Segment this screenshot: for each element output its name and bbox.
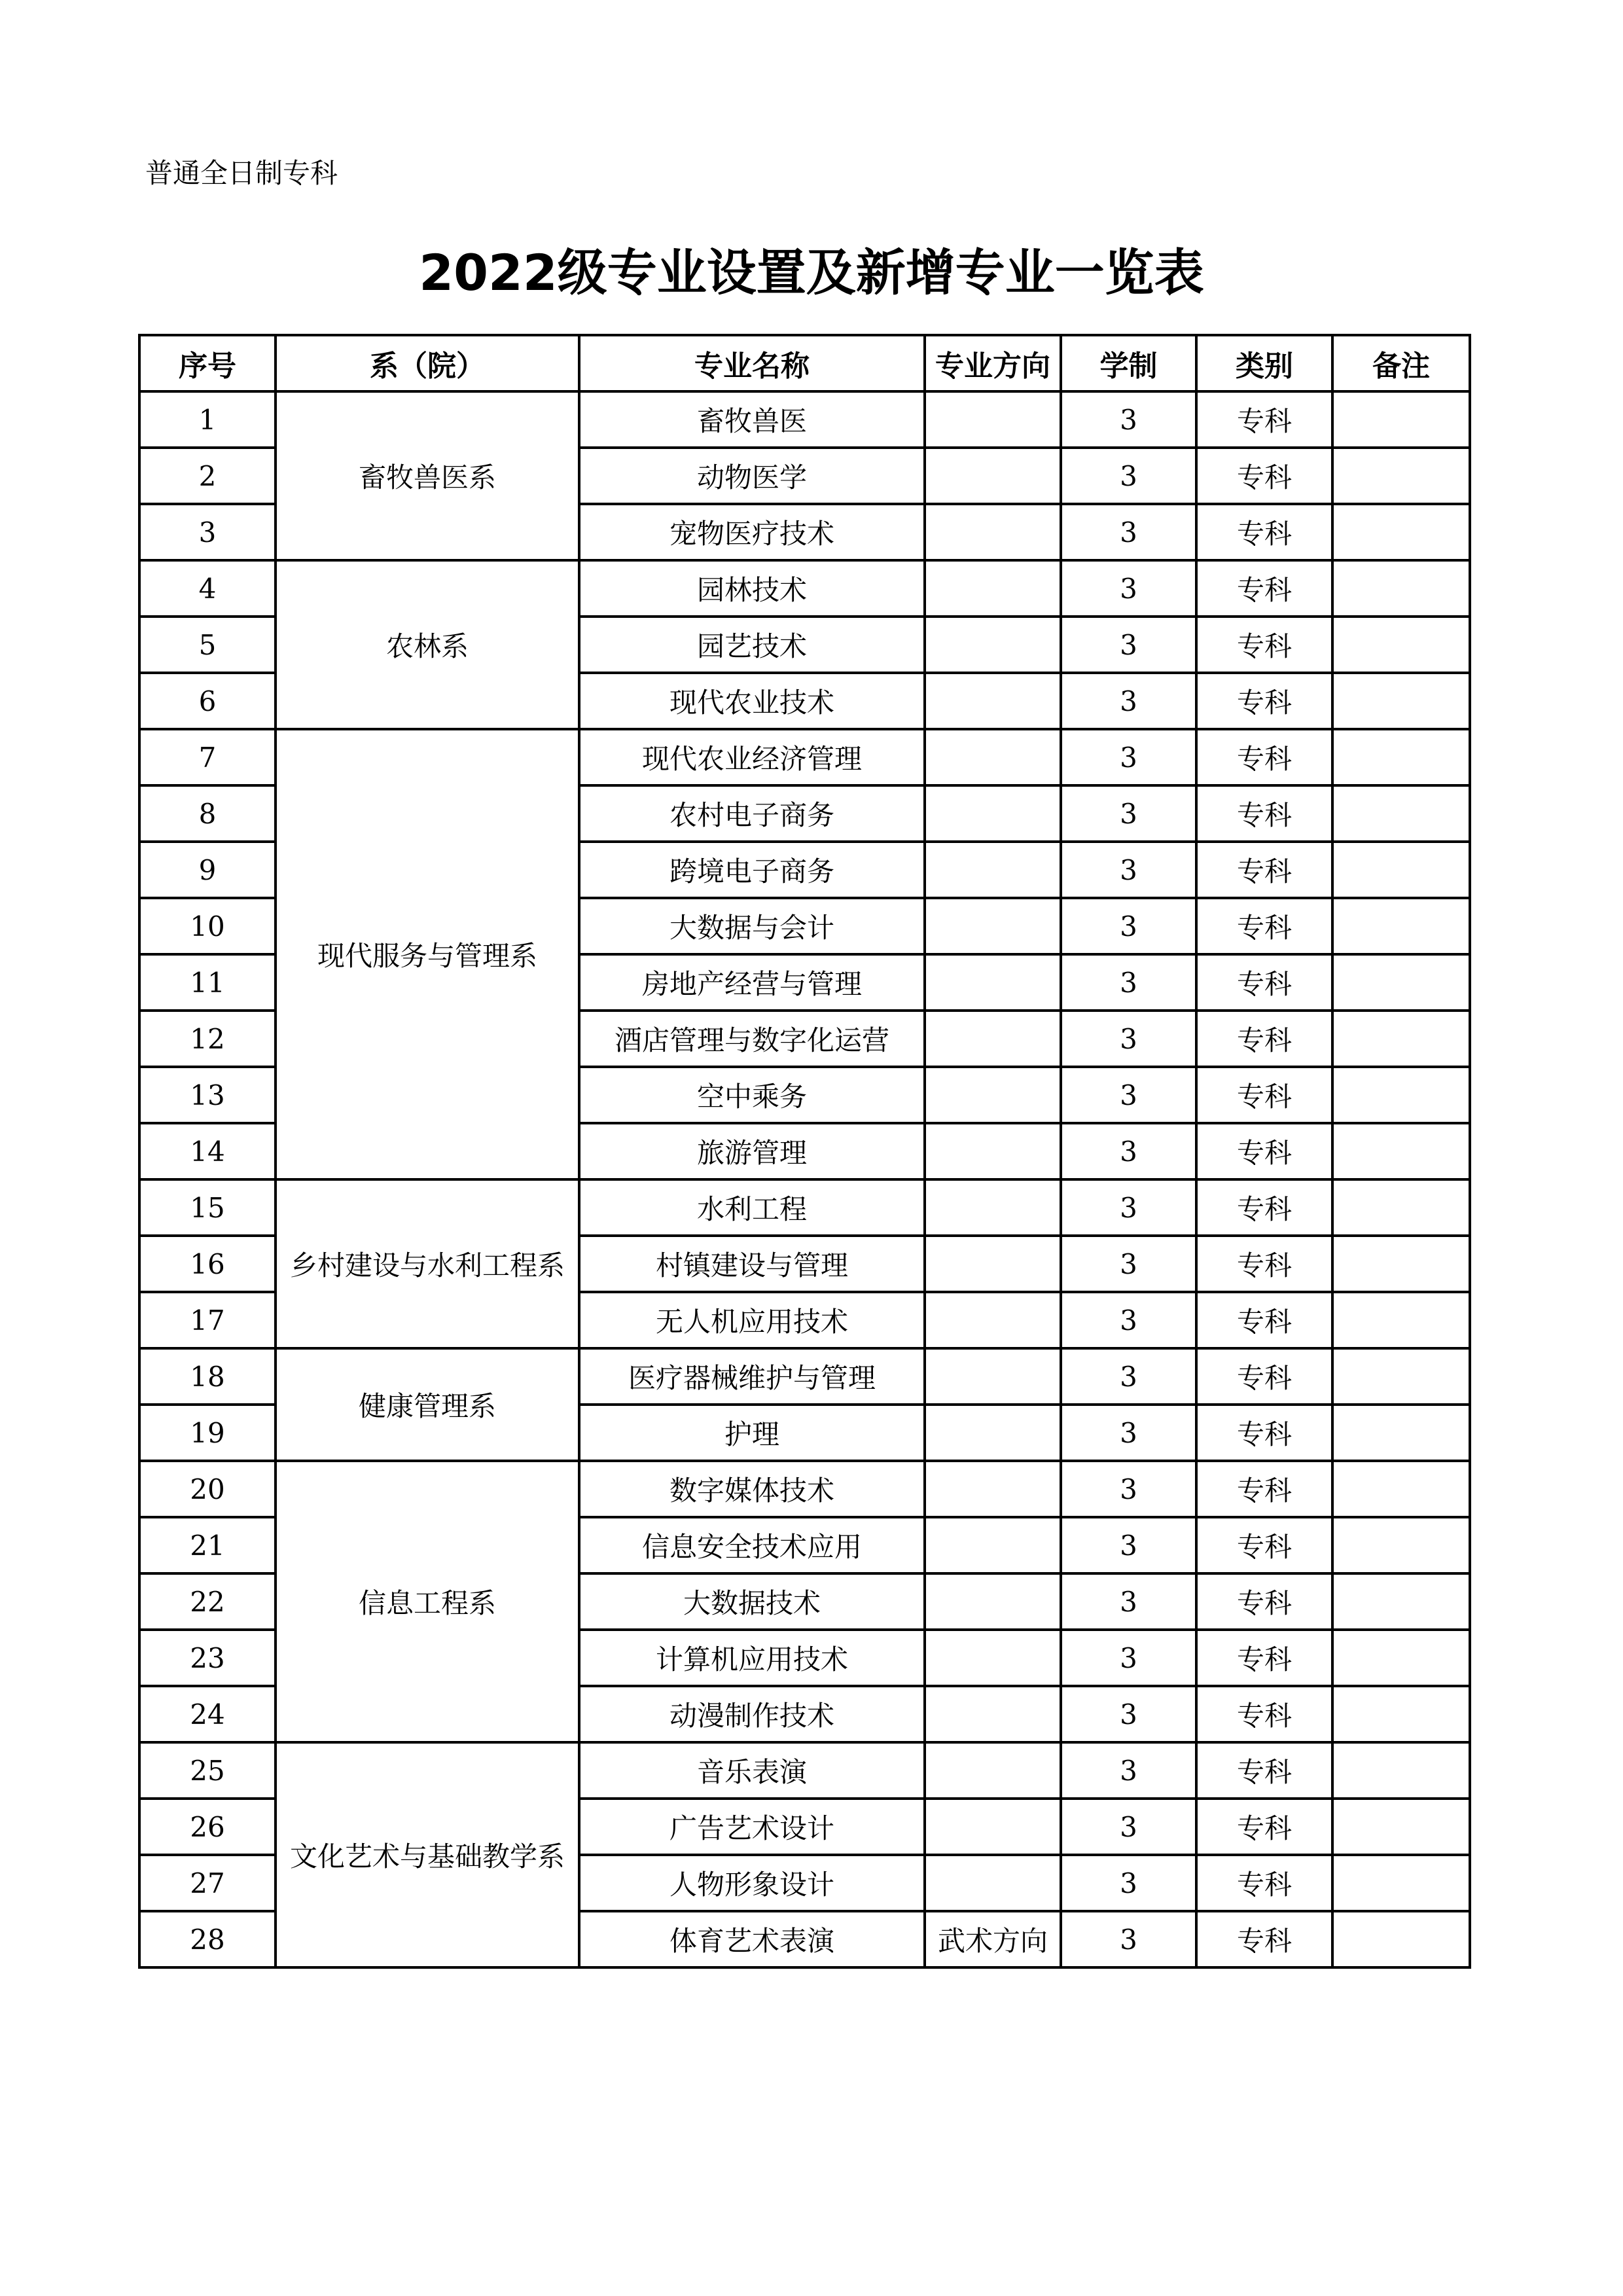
- program-category: 专科: [1196, 1348, 1332, 1405]
- column-header-years: 学制: [1061, 335, 1196, 391]
- column-header-type: 类别: [1196, 335, 1332, 391]
- table-row: [139, 1461, 1470, 1517]
- study-years: 3: [1061, 785, 1196, 842]
- program-category: 专科: [1196, 448, 1332, 504]
- row-number: 4: [139, 560, 276, 617]
- major-name: 宠物医疗技术: [579, 504, 925, 560]
- row-number: 15: [139, 1179, 276, 1236]
- table-row: [139, 1348, 1470, 1405]
- program-category: 专科: [1196, 1911, 1332, 1967]
- program-category: 专科: [1196, 1855, 1332, 1911]
- study-years: 3: [1061, 1461, 1196, 1517]
- major-name: 酒店管理与数字化运营: [579, 1011, 925, 1067]
- row-number: 5: [139, 617, 276, 673]
- study-years: 3: [1061, 1405, 1196, 1461]
- program-type-label: 普通全日制专科: [145, 157, 338, 189]
- major-direction: [925, 504, 1061, 560]
- program-category: 专科: [1196, 1517, 1332, 1573]
- major-direction: [925, 1292, 1061, 1348]
- table-row: [139, 1742, 1470, 1799]
- program-category: 专科: [1196, 1461, 1332, 1517]
- remarks-cell: [1332, 1911, 1470, 1967]
- major-direction: [925, 1348, 1061, 1405]
- major-name: 动物医学: [579, 448, 925, 504]
- row-number: 12: [139, 1011, 276, 1067]
- major-name: 人物形象设计: [579, 1855, 925, 1911]
- study-years: 3: [1061, 1742, 1196, 1799]
- department-cell: 农林系: [276, 560, 579, 729]
- row-number: 2: [139, 448, 276, 504]
- remarks-cell: [1332, 1855, 1470, 1911]
- remarks-cell: [1332, 1067, 1470, 1123]
- major-direction: [925, 898, 1061, 954]
- major-direction: [925, 1855, 1061, 1911]
- row-number: 1: [139, 391, 276, 448]
- program-category: 专科: [1196, 1067, 1332, 1123]
- major-name: 园林技术: [579, 560, 925, 617]
- column-header-major: 专业名称: [579, 335, 925, 391]
- remarks-cell: [1332, 560, 1470, 617]
- major-name: 动漫制作技术: [579, 1686, 925, 1742]
- row-number: 19: [139, 1405, 276, 1461]
- remarks-cell: [1332, 448, 1470, 504]
- column-header-dept: 系（院）: [276, 335, 579, 391]
- remarks-cell: [1332, 1517, 1470, 1573]
- study-years: 3: [1061, 1573, 1196, 1630]
- remarks-cell: [1332, 954, 1470, 1011]
- remarks-cell: [1332, 1405, 1470, 1461]
- study-years: 3: [1061, 1292, 1196, 1348]
- row-number: 22: [139, 1573, 276, 1630]
- major-direction: [925, 1011, 1061, 1067]
- column-header-no: 序号: [139, 335, 276, 391]
- remarks-cell: [1332, 1630, 1470, 1686]
- department-cell: 信息工程系: [276, 1461, 579, 1742]
- row-number: 3: [139, 504, 276, 560]
- major-name: 音乐表演: [579, 1742, 925, 1799]
- department-cell: 畜牧兽医系: [276, 391, 579, 560]
- study-years: 3: [1061, 448, 1196, 504]
- study-years: 3: [1061, 617, 1196, 673]
- row-number: 7: [139, 729, 276, 785]
- program-category: 专科: [1196, 1573, 1332, 1630]
- major-direction: [925, 1799, 1061, 1855]
- remarks-cell: [1332, 1011, 1470, 1067]
- remarks-cell: [1332, 785, 1470, 842]
- remarks-cell: [1332, 1573, 1470, 1630]
- study-years: 3: [1061, 1236, 1196, 1292]
- row-number: 9: [139, 842, 276, 898]
- major-name: 护理: [579, 1405, 925, 1461]
- study-years: 3: [1061, 673, 1196, 729]
- table-body: [139, 391, 1470, 1967]
- row-number: 28: [139, 1911, 276, 1967]
- major-name: 农村电子商务: [579, 785, 925, 842]
- major-direction: [925, 842, 1061, 898]
- row-number: 18: [139, 1348, 276, 1405]
- remarks-cell: [1332, 1292, 1470, 1348]
- major-name: 大数据技术: [579, 1573, 925, 1630]
- remarks-cell: [1332, 617, 1470, 673]
- majors-table: [138, 334, 1471, 1969]
- program-category: 专科: [1196, 729, 1332, 785]
- remarks-cell: [1332, 729, 1470, 785]
- major-name: 跨境电子商务: [579, 842, 925, 898]
- major-name: 广告艺术设计: [579, 1799, 925, 1855]
- program-category: 专科: [1196, 391, 1332, 448]
- major-name: 空中乘务: [579, 1067, 925, 1123]
- study-years: 3: [1061, 842, 1196, 898]
- major-direction: [925, 1236, 1061, 1292]
- row-number: 10: [139, 898, 276, 954]
- row-number: 16: [139, 1236, 276, 1292]
- remarks-cell: [1332, 842, 1470, 898]
- study-years: 3: [1061, 898, 1196, 954]
- program-category: 专科: [1196, 1179, 1332, 1236]
- remarks-cell: [1332, 1348, 1470, 1405]
- program-category: 专科: [1196, 673, 1332, 729]
- remarks-cell: [1332, 504, 1470, 560]
- column-header-note: 备注: [1332, 335, 1470, 391]
- major-direction: [925, 1573, 1061, 1630]
- program-category: 专科: [1196, 1799, 1332, 1855]
- major-name: 信息安全技术应用: [579, 1517, 925, 1573]
- table-row: [139, 729, 1470, 785]
- remarks-cell: [1332, 1742, 1470, 1799]
- page-title: 2022级专业设置及新增专业一览表: [419, 243, 1204, 302]
- program-category: 专科: [1196, 1236, 1332, 1292]
- major-direction: [925, 617, 1061, 673]
- program-category: 专科: [1196, 1686, 1332, 1742]
- major-direction: [925, 785, 1061, 842]
- study-years: 3: [1061, 1517, 1196, 1573]
- major-direction: [925, 1742, 1061, 1799]
- department-cell: 乡村建设与水利工程系: [276, 1179, 579, 1348]
- remarks-cell: [1332, 898, 1470, 954]
- row-number: 8: [139, 785, 276, 842]
- major-direction: [925, 673, 1061, 729]
- major-name: 医疗器械维护与管理: [579, 1348, 925, 1405]
- department-cell: 现代服务与管理系: [276, 729, 579, 1179]
- program-category: 专科: [1196, 1742, 1332, 1799]
- study-years: 3: [1061, 1686, 1196, 1742]
- program-category: 专科: [1196, 898, 1332, 954]
- major-name: 畜牧兽医: [579, 391, 925, 448]
- row-number: 17: [139, 1292, 276, 1348]
- study-years: 3: [1061, 504, 1196, 560]
- table-header-row: [139, 335, 1470, 391]
- major-name: 村镇建设与管理: [579, 1236, 925, 1292]
- major-direction: [925, 1123, 1061, 1179]
- remarks-cell: [1332, 1123, 1470, 1179]
- row-number: 14: [139, 1123, 276, 1179]
- major-direction: [925, 954, 1061, 1011]
- major-direction: [925, 1067, 1061, 1123]
- major-name: 计算机应用技术: [579, 1630, 925, 1686]
- program-category: 专科: [1196, 1405, 1332, 1461]
- major-name: 无人机应用技术: [579, 1292, 925, 1348]
- program-category: 专科: [1196, 1292, 1332, 1348]
- study-years: 3: [1061, 1855, 1196, 1911]
- major-direction: 武术方向: [925, 1911, 1061, 1967]
- study-years: 3: [1061, 1011, 1196, 1067]
- study-years: 3: [1061, 391, 1196, 448]
- column-header-direction: 专业方向: [925, 335, 1061, 391]
- study-years: 3: [1061, 954, 1196, 1011]
- study-years: 3: [1061, 1123, 1196, 1179]
- major-direction: [925, 448, 1061, 504]
- program-category: 专科: [1196, 1123, 1332, 1179]
- study-years: 3: [1061, 1348, 1196, 1405]
- remarks-cell: [1332, 1236, 1470, 1292]
- program-category: 专科: [1196, 842, 1332, 898]
- major-name: 水利工程: [579, 1179, 925, 1236]
- major-direction: [925, 1179, 1061, 1236]
- row-number: 25: [139, 1742, 276, 1799]
- row-number: 11: [139, 954, 276, 1011]
- major-direction: [925, 729, 1061, 785]
- program-category: 专科: [1196, 1630, 1332, 1686]
- major-name: 现代农业技术: [579, 673, 925, 729]
- row-number: 21: [139, 1517, 276, 1573]
- study-years: 3: [1061, 1799, 1196, 1855]
- row-number: 27: [139, 1855, 276, 1911]
- row-number: 23: [139, 1630, 276, 1686]
- major-name: 旅游管理: [579, 1123, 925, 1179]
- row-number: 26: [139, 1799, 276, 1855]
- program-category: 专科: [1196, 954, 1332, 1011]
- remarks-cell: [1332, 1461, 1470, 1517]
- major-direction: [925, 1630, 1061, 1686]
- remarks-cell: [1332, 1686, 1470, 1742]
- major-direction: [925, 391, 1061, 448]
- program-category: 专科: [1196, 504, 1332, 560]
- study-years: 3: [1061, 1630, 1196, 1686]
- table-row: [139, 1179, 1470, 1236]
- remarks-cell: [1332, 1179, 1470, 1236]
- major-name: 体育艺术表演: [579, 1911, 925, 1967]
- row-number: 13: [139, 1067, 276, 1123]
- major-name: 现代农业经济管理: [579, 729, 925, 785]
- table-row: [139, 560, 1470, 617]
- row-number: 20: [139, 1461, 276, 1517]
- study-years: 3: [1061, 1179, 1196, 1236]
- study-years: 3: [1061, 1067, 1196, 1123]
- study-years: 3: [1061, 560, 1196, 617]
- department-cell: 健康管理系: [276, 1348, 579, 1461]
- program-category: 专科: [1196, 1011, 1332, 1067]
- program-category: 专科: [1196, 560, 1332, 617]
- program-category: 专科: [1196, 785, 1332, 842]
- remarks-cell: [1332, 673, 1470, 729]
- row-number: 24: [139, 1686, 276, 1742]
- remarks-cell: [1332, 1799, 1470, 1855]
- major-name: 数字媒体技术: [579, 1461, 925, 1517]
- major-direction: [925, 1517, 1061, 1573]
- study-years: 3: [1061, 729, 1196, 785]
- major-name: 大数据与会计: [579, 898, 925, 954]
- program-category: 专科: [1196, 617, 1332, 673]
- major-direction: [925, 1461, 1061, 1517]
- remarks-cell: [1332, 391, 1470, 448]
- study-years: 3: [1061, 1911, 1196, 1967]
- major-direction: [925, 1686, 1061, 1742]
- major-direction: [925, 1405, 1061, 1461]
- department-cell: 文化艺术与基础教学系: [276, 1742, 579, 1967]
- table-row: [139, 391, 1470, 448]
- row-number: 6: [139, 673, 276, 729]
- major-direction: [925, 560, 1061, 617]
- major-name: 园艺技术: [579, 617, 925, 673]
- major-name: 房地产经营与管理: [579, 954, 925, 1011]
